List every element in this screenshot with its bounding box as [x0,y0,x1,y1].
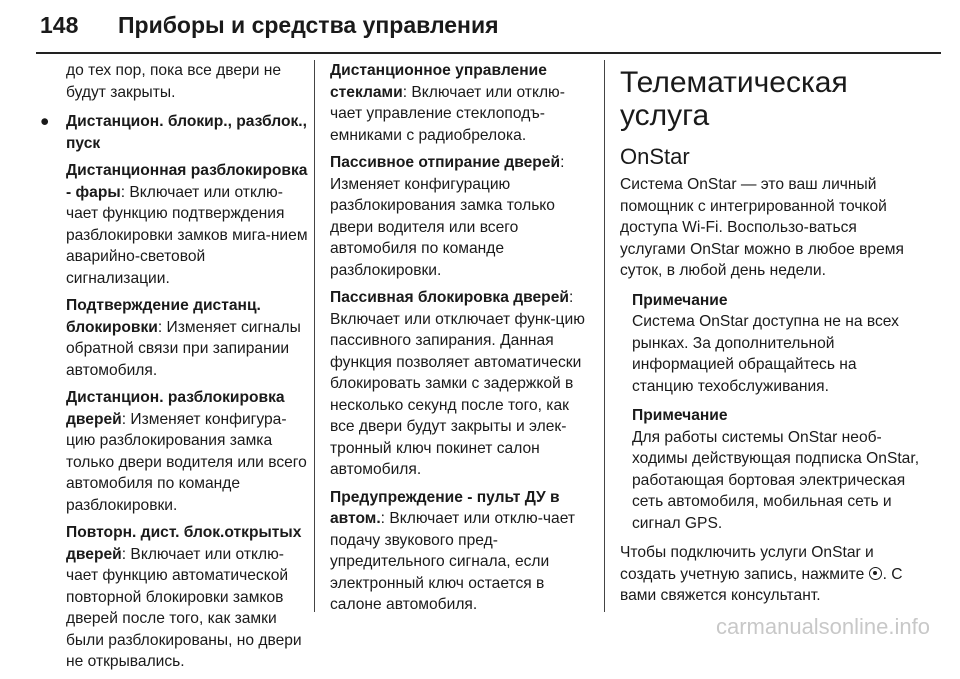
column-divider [314,60,315,612]
watermark: carmanualsonline.info [715,614,930,639]
setting-entry [66,387,312,516]
page-header [0,0,960,54]
note-text: Система OnStar доступна не на всех рынках. За дополнительной информацией обращайтесь на станцию техобслуживания. [632,313,899,395]
header-rule [36,52,941,54]
setting-entry [330,60,592,146]
setting-desc: : Включает или отклю-чает функцию автоматической повторной блокировки замков дверей после того, как замки были разблокированы, но двери не открывались. [66,545,302,670]
setting-entry [66,295,312,381]
setting-desc: : Изменяет конфигура-цию разблокирования замка только двери водителя или всего автомобиля по команде разблокировки. [66,410,307,514]
setting-entry [66,522,312,673]
running-title: Приборы и средства управления [118,12,499,38]
column-2 [330,60,592,622]
intro-text: до тех пор, пока все двери не будут закрыты. [66,62,282,101]
column-divider [604,60,605,612]
note-block [632,290,920,398]
closing-text-start: Чтобы подключить услуги OnStar и создать учетную запись, нажмите [620,544,874,583]
setting-entry [330,152,592,281]
page-number: 148 [40,12,79,38]
setting-term: Подтверждение дистанц. блокировки [66,297,261,336]
setting-desc: : Включает или отключает функ-цию пассивного запирания. Данная функция позволяет автоматически блокировать замки с задержкой в несколько секунд после того, как все двери будут закрыты и элек-тронный ключ покинет салон автомобиля. [330,289,585,478]
setting-entry [66,160,312,289]
setting-desc: : Включает или отклю-чает функцию подтверждения разблокировки замков мига-нием аварийно-световой сигнализации. [66,183,308,287]
setting-term: Пассивная блокировка дверей [330,289,569,306]
setting-term: Пассивное отпирание дверей [330,154,561,171]
setting-entry [330,487,592,616]
column-1 [40,60,312,679]
onstar-button-icon [869,567,882,580]
setting-term: Дистанцион. разблокировка дверей [66,389,285,428]
setting-desc: : Включает или отклю-чает управление стеклоподъ-емниками с радиобрелока. [330,83,565,144]
section-title: Телематическая услуга [620,66,848,132]
setting-desc: : Изменяет конфигурацию разблокирования замка только двери водителя или всего автомобиля по команде разблокировки. [330,154,565,279]
setting-entry [330,287,592,481]
setting-desc: : Изменяет сигналы обратной связи при запирании автомобиля. [66,318,301,379]
setting-term: Предупреждение - пульт ДУ в автом. [330,488,560,527]
setting-term: Повторн. дист. блок.открытых дверей [66,524,302,563]
note-block [632,405,920,534]
bullet-heading: Дистанцион. блокир., разблок., пуск [66,113,307,152]
note-title: Примечание [632,407,728,424]
setting-term: Дистанционное управление стеклами [330,62,547,101]
setting-term: Дистанционная разблокировка - фары [66,162,308,201]
bullet-item [40,111,312,154]
bullet-icon: ● [40,113,50,130]
note-text: Для работы системы OnStar необ-ходимы действующая подписка OnStar, работающая бортовая электрическая сеть автомобиля, мобильная сеть и сигнал GPS. [632,428,920,532]
note-title: Примечание [632,291,728,309]
closing-text [620,542,920,607]
column-3 [620,60,920,613]
closing-text-end: . С вами свяжется консультант. [620,565,903,604]
setting-desc: : Включает или отклю-чает подачу звукового пред-упредительного сигнала, если электронный ключ остается в салоне автомобиля. [330,510,576,613]
body-text: Система OnStar — это ваш личный помощник с интегрированной точкой доступа Wi-Fi. Воспользо-ваться услугами OnStar можно в любое время суток, в любой день недели. [620,176,904,279]
subsection-title: OnStar [620,144,690,169]
